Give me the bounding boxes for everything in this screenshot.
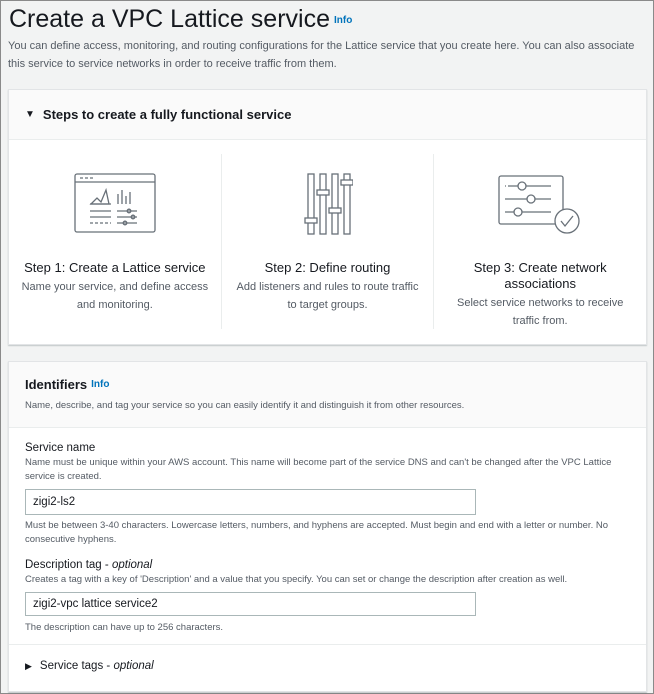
optional-label: optional	[111, 559, 153, 571]
optional-label: optional	[113, 660, 154, 672]
page-title-text: Create a VPC Lattice service	[9, 5, 330, 33]
page-description: You can define access, monitoring, and routing configurations for the Lattice service that you create here. You can also associate this service to service networks in order to receive traffic from them.	[8, 40, 635, 70]
identifiers-title: Identifiers	[25, 377, 88, 392]
step-3	[434, 154, 646, 329]
caret-right-icon: ▶	[25, 661, 32, 671]
step-title: Step 3: Create network associations	[473, 260, 607, 291]
steps-panel-title: Steps to create a fully functional service	[42, 107, 292, 122]
description-tag-input[interactable]	[25, 592, 476, 616]
service-tags-label: Service tags	[39, 660, 104, 672]
dashboard-icon	[73, 172, 157, 236]
identifiers-info-link[interactable]: Info	[91, 379, 110, 391]
steps-panel	[8, 89, 647, 345]
step-title: Step 1: Create a Lattice service	[24, 260, 206, 275]
step-2	[222, 154, 435, 329]
service-name-description: Name must be unique within your AWS account. This name will become part of the service DNS and can't be changed after the VPC Lattice service is created.	[25, 457, 612, 482]
service-name-input[interactable]	[25, 489, 476, 515]
step-description: Add listeners and rules to route traffic to target groups.	[236, 281, 419, 311]
description-tag-label: Description tag - optional	[25, 559, 153, 571]
steps-panel-toggle[interactable]	[9, 90, 646, 140]
step-1	[9, 154, 222, 329]
info-link[interactable]: Info	[333, 14, 353, 26]
identifiers-description: Name, describe, and tag your service so you can easily identify it and distinguish it from other resources.	[25, 400, 465, 411]
service-name-label: Service name	[25, 442, 96, 454]
caret-down-icon: ▼	[25, 109, 35, 120]
identifiers-panel	[8, 361, 647, 692]
page-title	[9, 5, 352, 34]
description-tag-constraint: The description can have up to 256 characters.	[25, 622, 224, 633]
service-tags-toggle[interactable]: ▶ Service tags - optional	[9, 644, 646, 687]
settings-check-icon	[495, 172, 585, 236]
description-tag-description: Creates a tag with a key of 'Description' and a value that you specify. You can set or change the description after creation as well.	[25, 574, 568, 585]
service-name-constraint: Must be between 3-40 characters. Lowercase letters, numbers, and hyphens are accepted. Must begin and end with a letter or number. No consecutive hyphens.	[25, 520, 608, 545]
sliders-icon	[303, 172, 353, 236]
step-description: Select service networks to receive traffic from.	[457, 297, 624, 327]
step-description: Name your service, and define access and monitoring.	[21, 281, 209, 311]
step-title: Step 2: Define routing	[264, 260, 391, 275]
description-tag-label-text: Description tag	[25, 559, 102, 571]
